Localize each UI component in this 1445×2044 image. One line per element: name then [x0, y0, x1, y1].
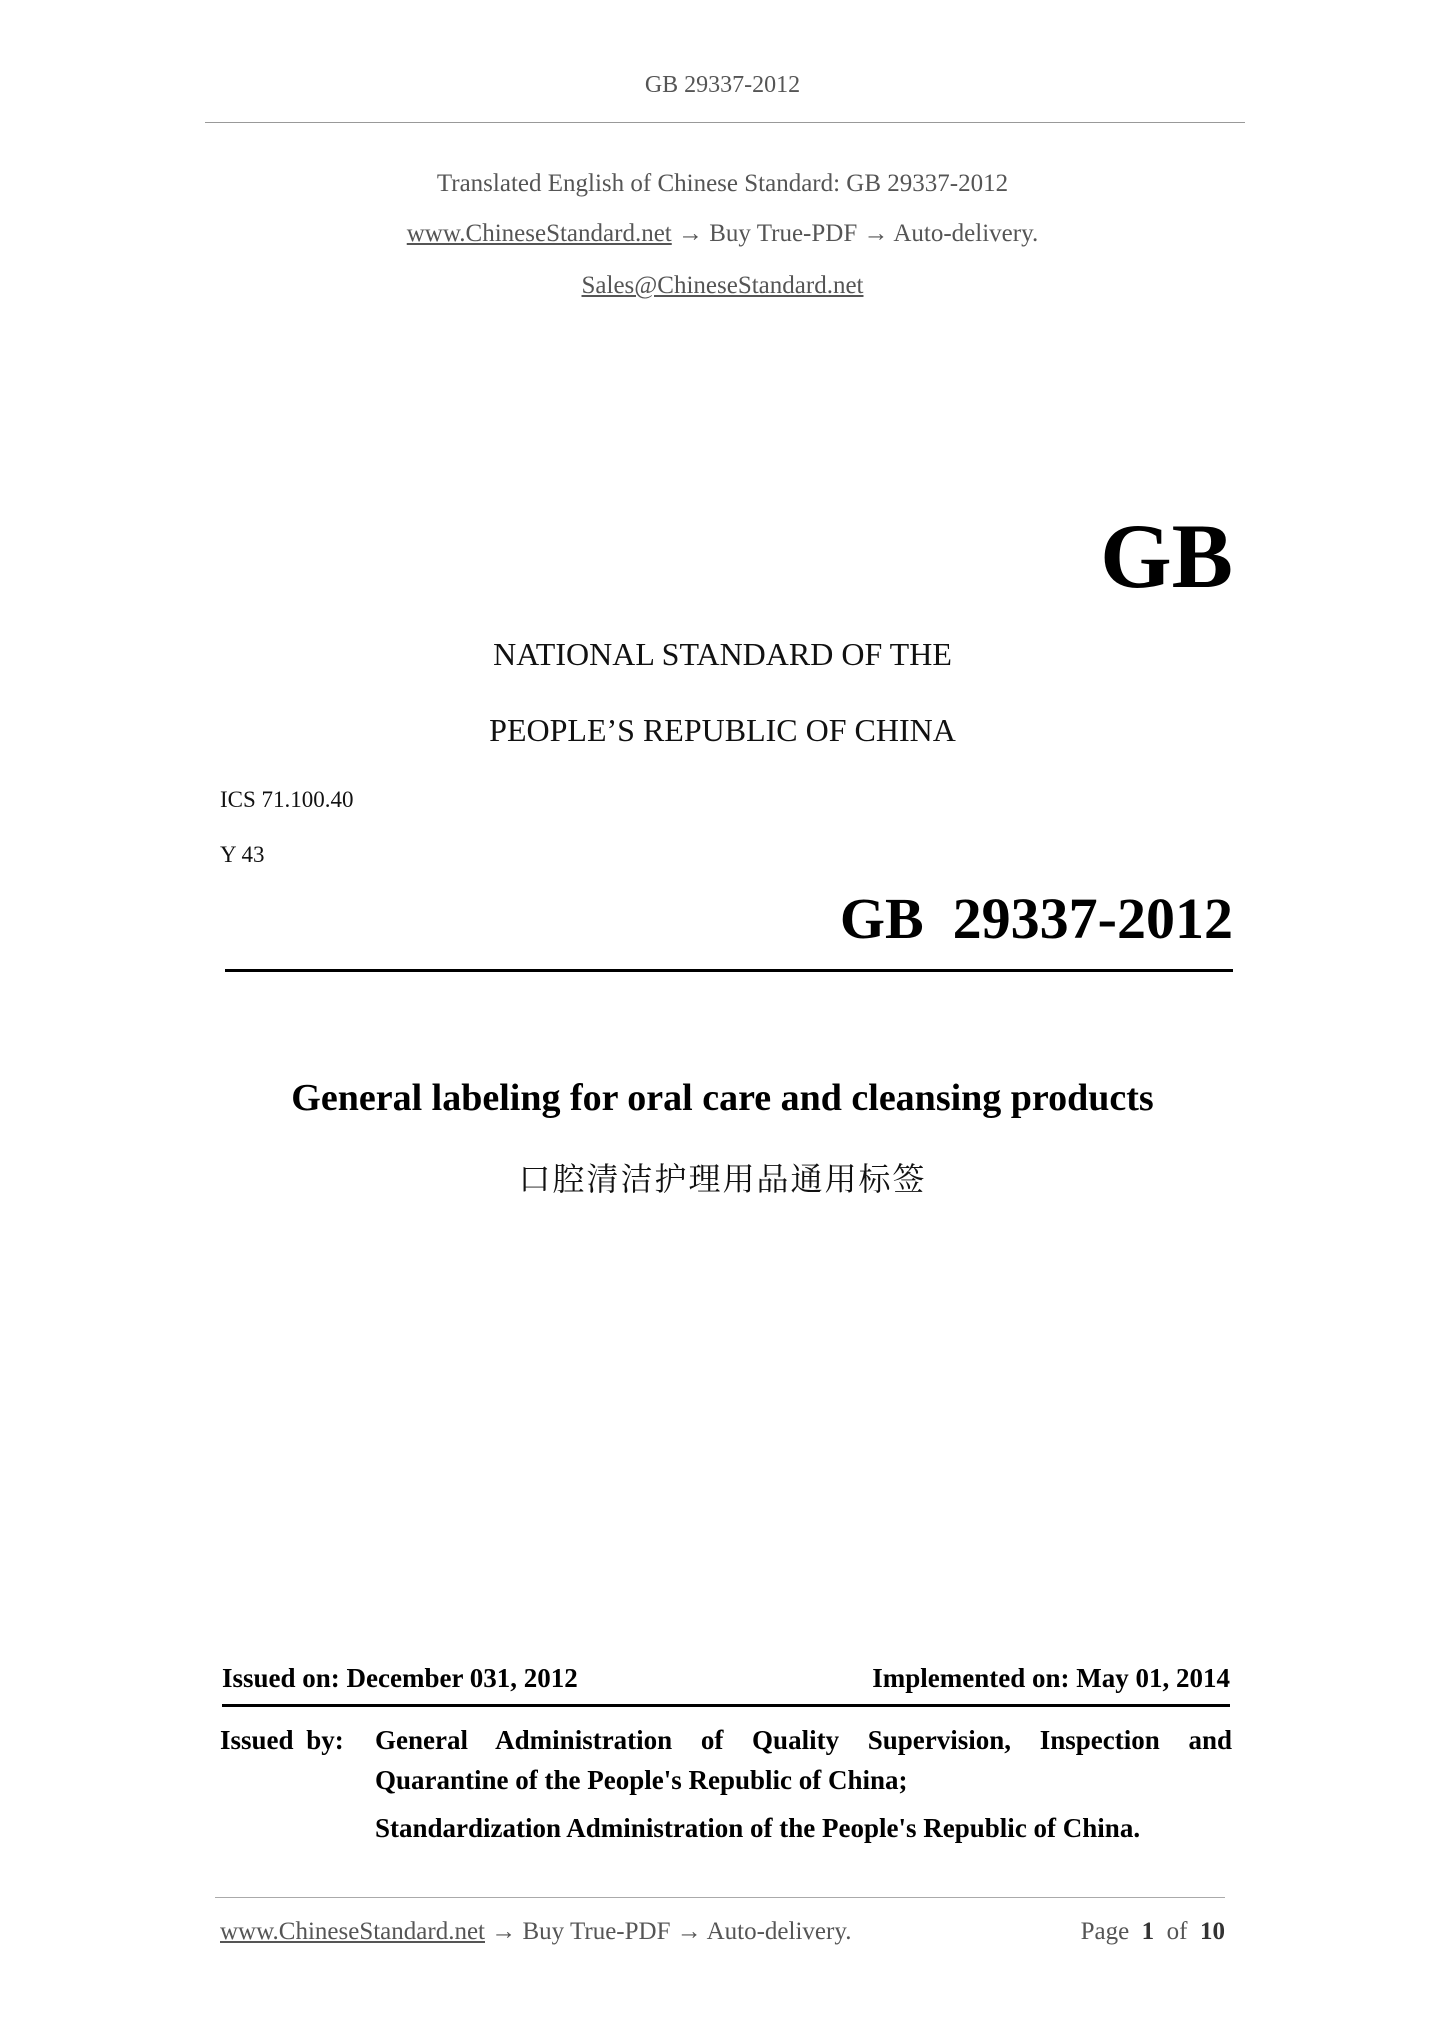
page-total: 10: [1200, 1918, 1225, 1945]
ccs-code: Y 43: [220, 842, 265, 867]
standard-number: GB 29337-2012: [839, 886, 1233, 951]
footer-buy-text: Buy True-PDF: [522, 1918, 671, 1945]
title-chinese: 口腔清洁护理用品通用标签: [518, 1160, 927, 1198]
page-number: 1: [1141, 1918, 1155, 1945]
issuer-1: General Administration of Quality Supervision, Inspection and Quarantine of the People's Republic of China;: [375, 1725, 1232, 1795]
header-divider: [205, 122, 1245, 123]
buy-text: Buy True-PDF: [709, 220, 858, 247]
gb-logo: GB: [1100, 505, 1233, 607]
issued-by-label: Issued by:: [220, 1725, 344, 1755]
footer-delivery-text: Auto-delivery.: [706, 1918, 852, 1945]
delivery-text: Auto-delivery.: [893, 220, 1039, 247]
arrow-icon: →: [491, 1918, 517, 1945]
issued-on: Issued on: December 031, 2012: [222, 1663, 578, 1693]
ics-code: ICS 71.100.40: [220, 787, 354, 812]
email-line: [0, 272, 1445, 300]
title-english: General labeling for oral care and cleansing products: [291, 1077, 1154, 1119]
sales-email-link[interactable]: Sales@ChineseStandard.net: [581, 272, 864, 299]
title-divider: [225, 969, 1233, 972]
promo-line: [0, 220, 1445, 248]
of-label: of: [1166, 1918, 1188, 1945]
arrow-icon: →: [863, 220, 889, 247]
national-standard-line-1: NATIONAL STANDARD OF THE: [493, 636, 952, 672]
footer-divider: [215, 1897, 1225, 1898]
page-indicator: [1081, 1918, 1225, 1946]
footer-site-link[interactable]: www.ChineseStandard.net: [220, 1918, 485, 1945]
dates-row: [222, 1663, 1230, 1694]
implemented-on: Implemented on: May 01, 2014: [872, 1663, 1230, 1693]
running-header: GB 29337-2012: [644, 72, 801, 98]
arrow-icon: →: [678, 220, 703, 247]
dates-divider: [222, 1704, 1230, 1707]
translation-notice: Translated English of Chinese Standard: GB 29337-2012: [436, 170, 1009, 197]
issuer-2: Standardization Administration of the People's Republic of China.: [375, 1813, 1141, 1843]
page-label: Page: [1080, 1918, 1130, 1945]
footer: [220, 1918, 1225, 1946]
national-standard-line-2: PEOPLE’S REPUBLIC OF CHINA: [489, 712, 956, 748]
arrow-icon: →: [676, 1918, 702, 1945]
site-link[interactable]: www.ChineseStandard.net: [406, 220, 672, 247]
